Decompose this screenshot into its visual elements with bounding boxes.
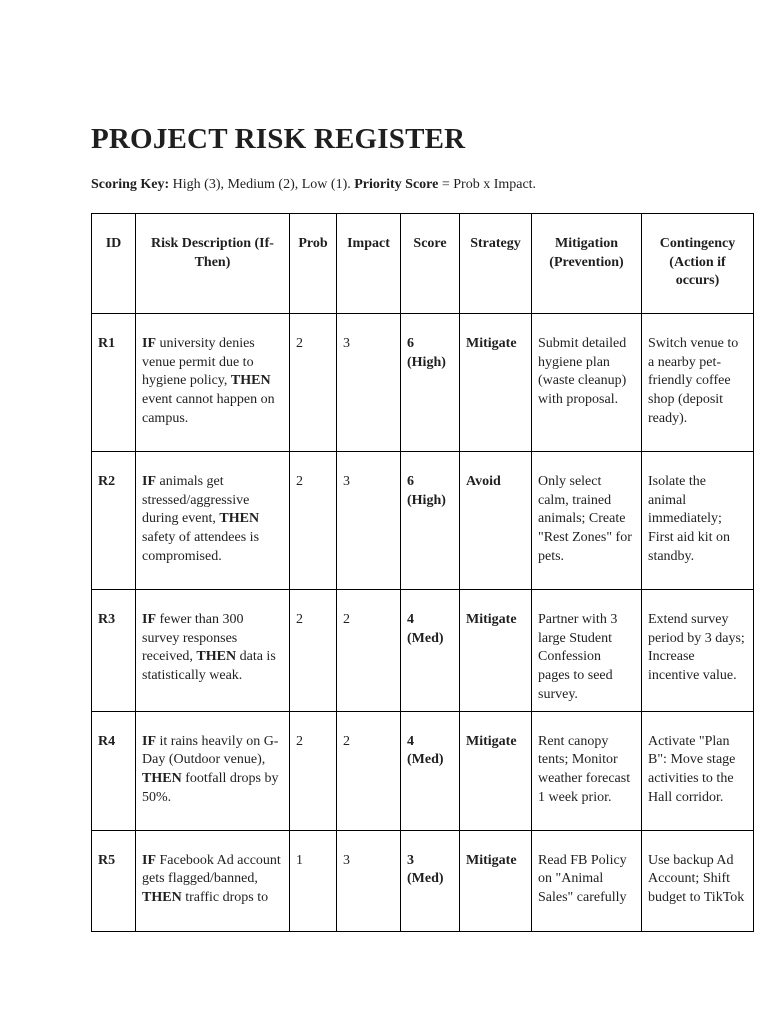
risk-contingency: Activate "Plan B": Move stage activities to the Hall corridor. xyxy=(642,711,754,830)
if-keyword: IF xyxy=(142,336,156,351)
risk-strategy: Mitigate xyxy=(460,314,532,452)
risk-prob: 1 xyxy=(290,830,337,931)
if-keyword: IF xyxy=(142,852,156,868)
risk-impact: 2 xyxy=(337,590,401,712)
risk-score: 6 (High) xyxy=(401,314,460,452)
table-row xyxy=(92,830,754,931)
risk-score: 6 (High) xyxy=(401,452,460,590)
risk-contingency: Use backup Ad Account; Shift budget to TikTok xyxy=(642,830,754,931)
risk-strategy: Mitigate xyxy=(460,711,532,830)
risk-id: R5 xyxy=(92,830,136,931)
risk-description xyxy=(136,711,290,830)
header-contingency: Contingency (Action if occurs) xyxy=(642,214,754,314)
header-impact: Impact xyxy=(337,214,401,314)
then-keyword: THEN xyxy=(142,770,182,786)
header-strategy: Strategy xyxy=(460,214,532,314)
then-clause: traffic drops to xyxy=(181,889,269,905)
header-prob: Prob xyxy=(290,214,337,314)
risk-contingency: Isolate the animal immediately; First aid kit on standby. xyxy=(642,452,754,590)
risk-strategy: Avoid xyxy=(460,452,532,590)
then-clause: safety of attendees is compromised. xyxy=(142,530,260,564)
if-clause: it rains heavily on G-Day (Outdoor venue), xyxy=(142,733,279,768)
page-title: PROJECT RISK REGISTER xyxy=(91,123,466,155)
risk-id: R2 xyxy=(92,452,136,590)
risk-description xyxy=(136,590,290,712)
risk-strategy: Mitigate xyxy=(460,590,532,712)
risk-impact: 3 xyxy=(337,314,401,452)
if-keyword: IF xyxy=(142,474,156,489)
if-clause: university denies venue permit due to hygiene policy, xyxy=(142,336,255,389)
risk-impact: 3 xyxy=(337,452,401,590)
risk-mitigation: Partner with 3 large Student Confession pages to seed survey. xyxy=(532,590,642,712)
risk-score: 3 (Med) xyxy=(401,830,460,931)
table-row xyxy=(92,590,754,712)
risk-description xyxy=(136,830,290,931)
risk-score: 4 (Med) xyxy=(401,711,460,830)
risk-prob: 2 xyxy=(290,452,337,590)
risk-impact: 2 xyxy=(337,711,401,830)
priority-score-label: Priority Score xyxy=(354,177,439,192)
then-keyword: THEN xyxy=(142,889,182,905)
risk-description xyxy=(136,314,290,452)
scoring-key-label: Scoring Key: xyxy=(91,177,170,192)
risk-prob: 2 xyxy=(290,711,337,830)
table-row xyxy=(92,452,754,590)
header-score: Score xyxy=(401,214,460,314)
risk-impact: 3 xyxy=(337,830,401,931)
risk-strategy: Mitigate xyxy=(460,830,532,931)
risk-id: R1 xyxy=(92,314,136,452)
header-description: Risk Description (If-Then) xyxy=(136,214,290,314)
risk-prob: 2 xyxy=(290,590,337,712)
if-clause: Facebook Ad account gets flagged/banned, xyxy=(142,852,281,887)
risk-mitigation: Only select calm, trained animals; Create "Rest Zones" for pets. xyxy=(532,452,642,590)
risk-mitigation: Read FB Policy on "Animal Sales" carefully xyxy=(532,830,642,931)
header-mitigation: Mitigation (Prevention) xyxy=(532,214,642,314)
then-clause: data is statistically weak. xyxy=(142,649,276,684)
if-keyword: IF xyxy=(142,612,156,627)
risk-register-table xyxy=(91,213,754,932)
then-keyword: THEN xyxy=(230,373,271,389)
risk-mitigation: Submit detailed hygiene plan (waste cleanup) with proposal. xyxy=(532,314,642,452)
risk-mitigation: Rent canopy tents; Monitor weather forecast 1 week prior. xyxy=(532,711,642,830)
risk-score: 4 (Med) xyxy=(401,590,460,712)
then-keyword: THEN xyxy=(219,511,260,527)
risk-contingency: Extend survey period by 3 days; Increase incentive value. xyxy=(642,590,754,712)
if-clause: fewer than 300 survey responses received, xyxy=(142,612,244,665)
scoring-key xyxy=(91,177,536,193)
header-id: ID xyxy=(92,214,136,314)
if-keyword: IF xyxy=(142,733,156,749)
then-clause: event cannot happen on campus. xyxy=(142,392,275,426)
risk-contingency: Switch venue to a nearby pet-friendly coffee shop (deposit ready). xyxy=(642,314,754,452)
then-clause: footfall drops by 50%. xyxy=(142,770,279,805)
table-header-row xyxy=(92,214,754,314)
risk-prob: 2 xyxy=(290,314,337,452)
then-keyword: THEN xyxy=(196,649,237,665)
risk-id: R3 xyxy=(92,590,136,712)
if-clause: animals get stressed/aggressive during event, xyxy=(142,474,250,527)
priority-score-formula: = Prob x Impact. xyxy=(441,177,537,192)
risk-id: R4 xyxy=(92,711,136,830)
scoring-key-levels: High (3), Medium (2), Low (1). xyxy=(172,177,351,192)
table-row xyxy=(92,711,754,830)
table-row xyxy=(92,314,754,452)
risk-description xyxy=(136,452,290,590)
